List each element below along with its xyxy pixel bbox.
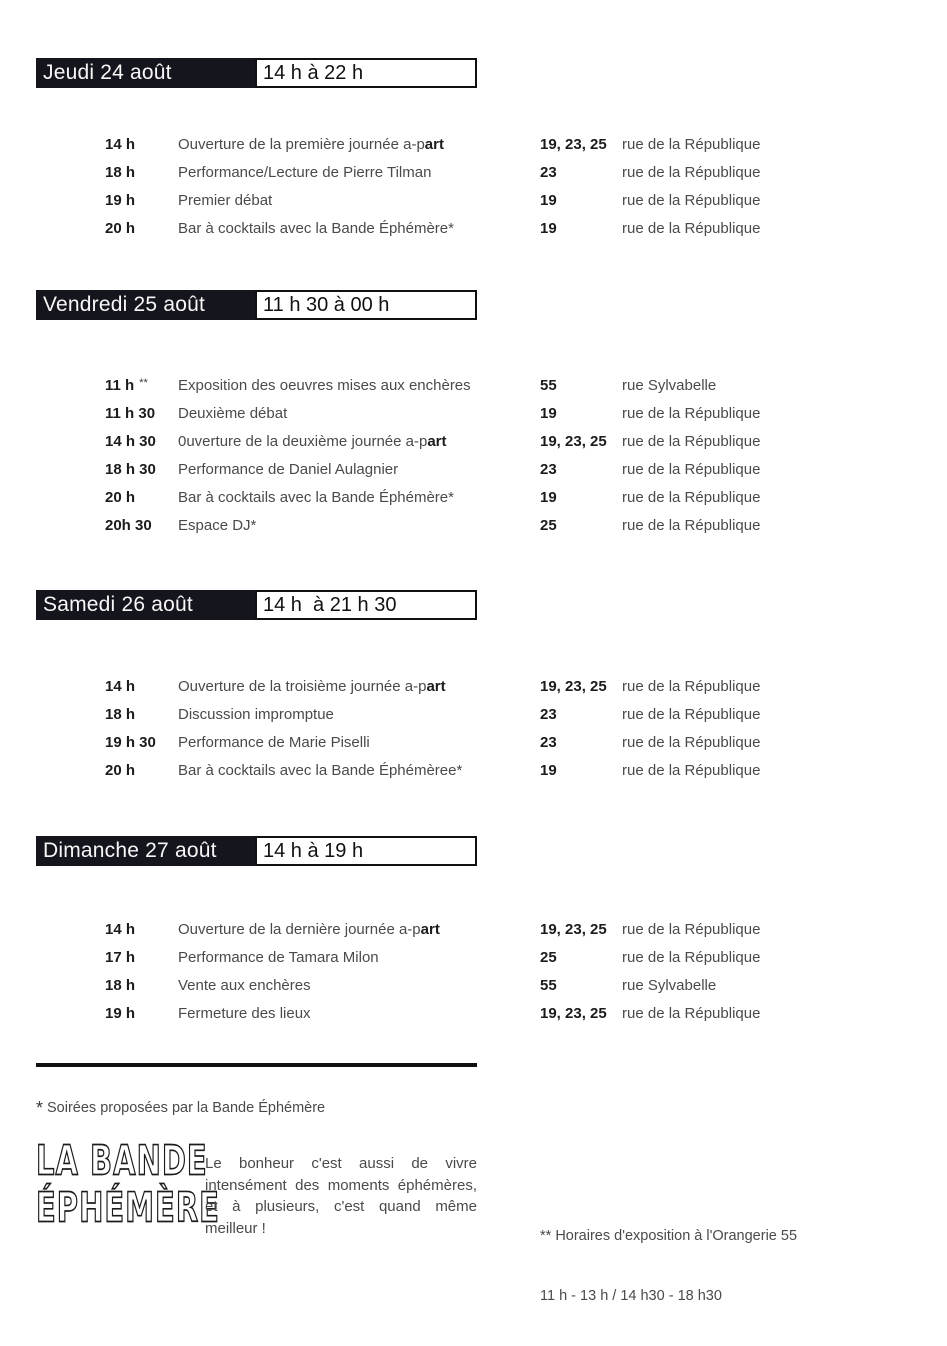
event-title: Bar à cocktails avec la Bande Éphémère* — [178, 219, 454, 237]
event-row — [105, 399, 916, 427]
event-street-name: rue de la République — [622, 191, 761, 209]
logo-blurb: Le bonheur c'est aussi de vivre intensément des moments éphémères, et à plusieurs, c'est quand même meilleur ! — [205, 1155, 477, 1237]
event-street-name: rue de la République — [622, 677, 761, 695]
event-street-number: 19 — [540, 761, 557, 779]
day-label: Jeudi 24 août — [36, 58, 255, 88]
event-row — [105, 511, 916, 539]
event-street-number: 55 — [540, 376, 557, 394]
event-title: Deuxième débat — [178, 404, 288, 422]
event-time: 19 h 30 — [105, 733, 156, 751]
event-time: 17 h — [105, 948, 136, 966]
exposition-hours-line-1: ** Horaires d'exposition à l'Orangerie 55 — [540, 1228, 798, 1244]
event-rows — [105, 371, 916, 539]
event-rows — [105, 130, 916, 242]
event-street-number: 19, 23, 25 — [540, 677, 607, 695]
day-section — [36, 590, 916, 784]
event-street-number: 19, 23, 25 — [540, 432, 607, 450]
event-street-name: rue de la République — [622, 219, 761, 237]
event-title: Performance de Marie Piselli — [178, 733, 370, 751]
event-title: Exposition des oeuvres mises aux enchères — [178, 376, 471, 394]
event-street-number: 19, 23, 25 — [540, 920, 607, 938]
event-street-name: rue de la République — [622, 1004, 761, 1022]
event-time: 14 h 30 — [105, 432, 156, 450]
event-time: 11 h 30 — [105, 404, 156, 422]
event-time: 18 h — [105, 705, 136, 723]
event-title: Performance/Lecture de Pierre Tilman — [178, 163, 432, 181]
event-time: 14 h — [105, 920, 136, 938]
event-street-name: rue de la République — [622, 404, 761, 422]
event-row — [105, 672, 916, 700]
event-street-number: 23 — [540, 705, 557, 723]
day-label: Dimanche 27 août — [36, 836, 255, 866]
event-row — [105, 371, 916, 399]
event-row — [105, 186, 916, 214]
event-street-number: 55 — [540, 976, 557, 994]
event-time: 11 h ** — [105, 376, 148, 394]
event-row — [105, 130, 916, 158]
asterisk-marker: * — [36, 1098, 44, 1118]
event-row — [105, 915, 916, 943]
event-row — [105, 483, 916, 511]
event-row — [105, 943, 916, 971]
event-row — [105, 455, 916, 483]
event-street-number: 19, 23, 25 — [540, 135, 607, 153]
event-street-number: 25 — [540, 516, 557, 534]
event-title: Premier débat — [178, 191, 273, 209]
event-time: 14 h — [105, 135, 136, 153]
hours-label: 14 h à 21 h 30 — [255, 590, 477, 620]
event-street-number: 19 — [540, 404, 557, 422]
event-title: Ouverture de la troisième journée a-part — [178, 677, 446, 695]
event-street-name: rue de la République — [622, 733, 761, 751]
day-header — [36, 290, 477, 320]
event-title: Ouverture de la première journée a-part — [178, 135, 444, 153]
event-time: 20 h — [105, 761, 136, 779]
event-row — [105, 158, 916, 186]
event-row — [105, 971, 916, 999]
event-street-number: 19 — [540, 191, 557, 209]
event-street-number: 23 — [540, 163, 557, 181]
event-time: 20h 30 — [105, 516, 152, 534]
hours-label: 11 h 30 à 00 h — [255, 290, 477, 320]
exposition-hours-note — [540, 1186, 797, 1346]
event-rows — [105, 672, 916, 784]
event-title: Espace DJ* — [178, 516, 257, 534]
day-header — [36, 836, 477, 866]
event-title: 0uverture de la deuxième journée a-part — [178, 432, 447, 450]
event-street-name: rue Sylvabelle — [622, 376, 717, 394]
hours-label: 14 h à 22 h — [255, 58, 477, 88]
event-time: 19 h — [105, 191, 136, 209]
event-street-number: 25 — [540, 948, 557, 966]
day-label: Samedi 26 août — [36, 590, 255, 620]
event-street-number: 19 — [540, 488, 557, 506]
event-title: Bar à cocktails avec la Bande Éphémère* — [178, 488, 454, 506]
event-title: Ouverture de la dernière journée a-part — [178, 920, 440, 938]
bande-ephemere-logo — [36, 1136, 220, 1232]
event-title: Performance de Daniel Aulagnier — [178, 460, 399, 478]
event-street-name: rue de la République — [622, 488, 761, 506]
event-row — [105, 700, 916, 728]
day-header — [36, 58, 477, 88]
event-street-name: rue de la République — [622, 135, 761, 153]
event-row — [105, 999, 916, 1027]
footnote-text: Soirées proposées par la Bande Éphémère — [47, 1100, 326, 1116]
event-street-number: 19 — [540, 219, 557, 237]
event-street-name: rue Sylvabelle — [622, 976, 717, 994]
event-row — [105, 728, 916, 756]
event-time: 18 h 30 — [105, 460, 156, 478]
day-section — [36, 836, 916, 1027]
day-section — [36, 58, 916, 242]
event-street-number: 19, 23, 25 — [540, 1004, 607, 1022]
event-street-name: rue de la République — [622, 516, 761, 534]
event-rows — [105, 915, 916, 1027]
event-time: 19 h — [105, 1004, 136, 1022]
event-time: 18 h — [105, 163, 136, 181]
exposition-hours-line-2: 11 h - 13 h / 14 h30 - 18 h30 — [540, 1288, 722, 1304]
event-title: Discussion impromptue — [178, 705, 334, 723]
event-street-name: rue de la République — [622, 432, 761, 450]
day-section — [36, 290, 916, 539]
event-title: Performance de Tamara Milon — [178, 948, 379, 966]
event-title: Vente aux enchères — [178, 976, 311, 994]
event-title: Bar à cocktails avec la Bande Éphémèree* — [178, 761, 463, 779]
event-street-name: rue de la République — [622, 761, 761, 779]
event-row — [105, 427, 916, 455]
footnote — [36, 1098, 325, 1119]
event-title: Fermeture des lieux — [178, 1004, 311, 1022]
event-street-name: rue de la République — [622, 460, 761, 478]
event-street-name: rue de la République — [622, 163, 761, 181]
double-asterisk-marker: ** — [139, 376, 148, 389]
event-street-name: rue de la République — [622, 705, 761, 723]
event-time: 20 h — [105, 219, 136, 237]
event-street-name: rue de la République — [622, 920, 761, 938]
event-street-number: 23 — [540, 733, 557, 751]
logo-line-1: LA BANDE — [36, 1136, 208, 1185]
event-time: 18 h — [105, 976, 136, 994]
event-time: 14 h — [105, 677, 136, 695]
event-row — [105, 756, 916, 784]
event-time: 20 h — [105, 488, 136, 506]
event-street-number: 23 — [540, 460, 557, 478]
day-header — [36, 590, 477, 620]
day-label: Vendredi 25 août — [36, 290, 255, 320]
footer-divider — [36, 1063, 477, 1067]
hours-label: 14 h à 19 h — [255, 836, 477, 866]
event-row — [105, 214, 916, 242]
event-street-name: rue de la République — [622, 948, 761, 966]
logo-line-2: ÉPHÉMÈRE — [36, 1183, 220, 1232]
